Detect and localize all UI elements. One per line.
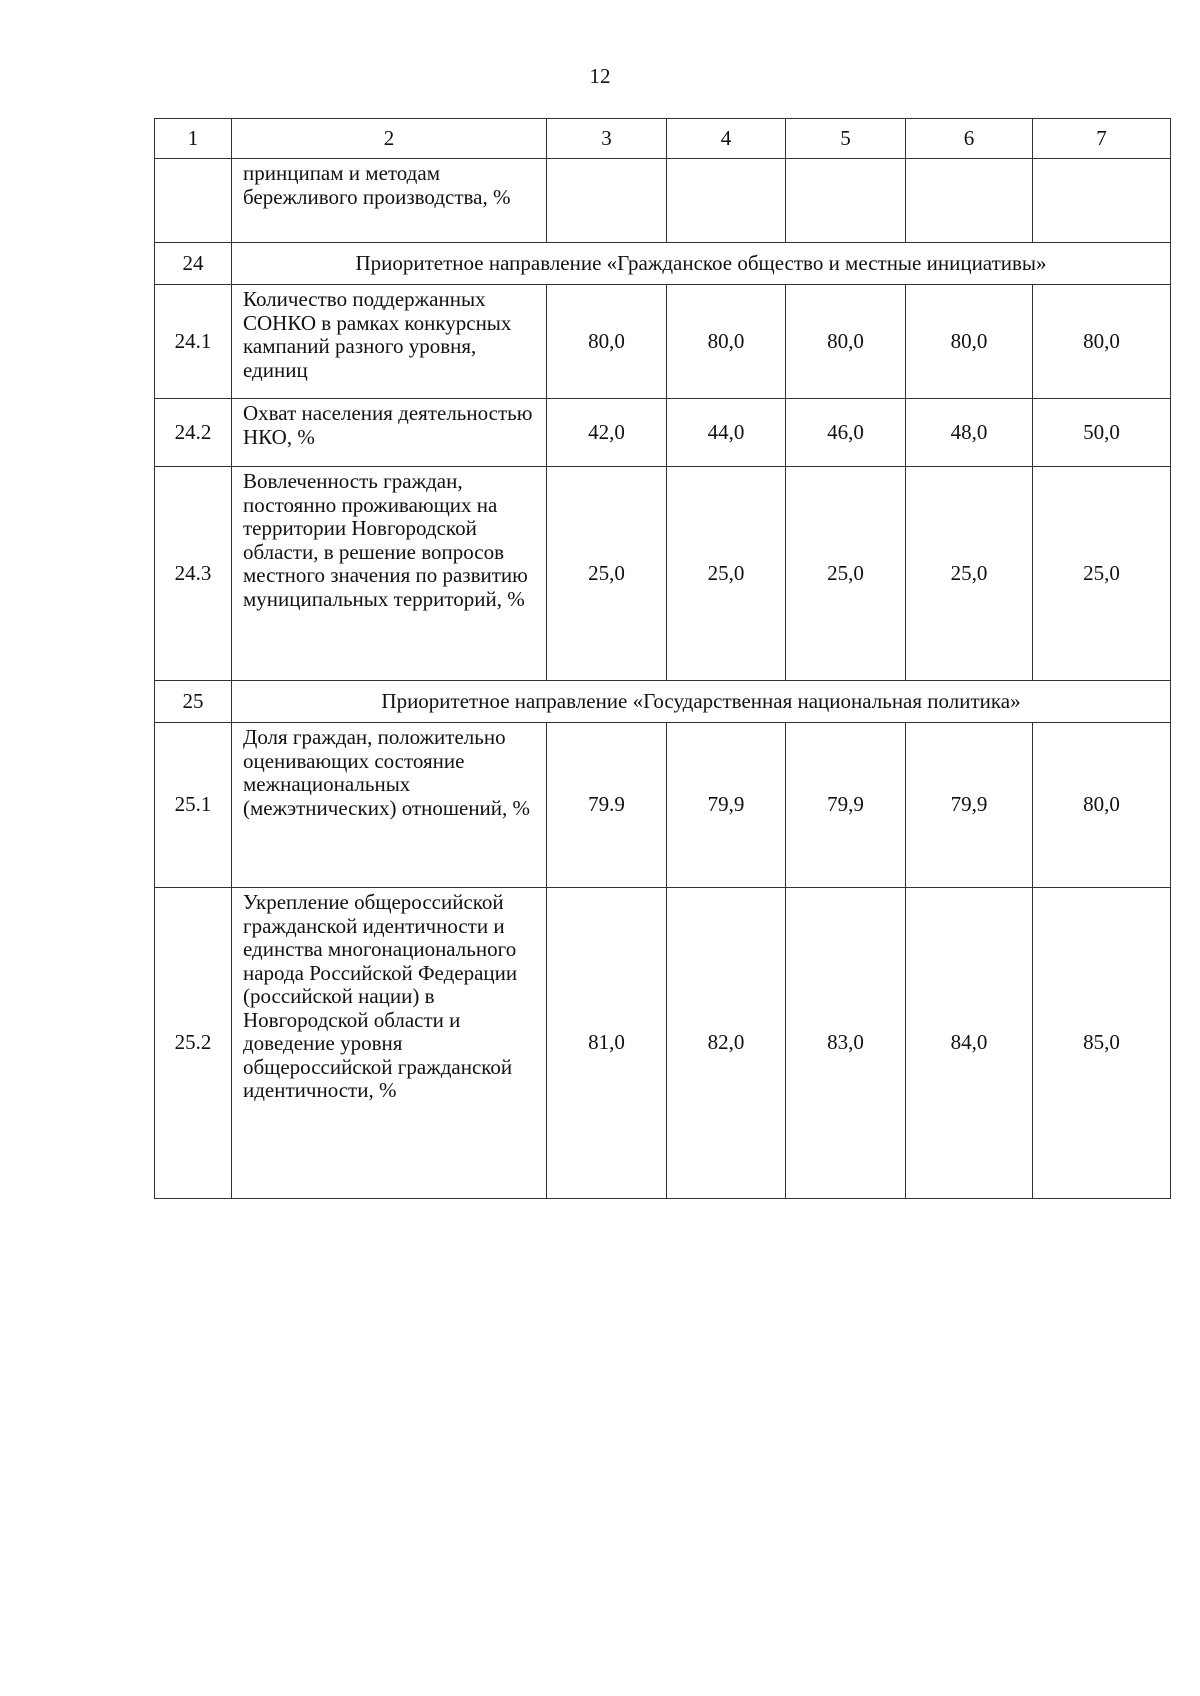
column-header: 2 — [232, 119, 547, 159]
value-cell: 48,0 — [906, 399, 1033, 467]
table-row — [155, 159, 1171, 243]
value-cell — [547, 159, 667, 243]
value-cell: 80,0 — [1033, 723, 1171, 888]
value-cell — [667, 159, 786, 243]
row-number — [155, 159, 232, 243]
section-number: 25 — [155, 681, 232, 723]
table-row — [155, 467, 1171, 681]
section-title: Приоритетное направление «Гражданское общество и местные инициативы» — [232, 243, 1171, 285]
row-number: 24.2 — [155, 399, 232, 467]
indicator-name: Вовлеченность граждан, постоянно проживающих на территории Новгородской области, в решение вопросов местного значения по развитию муниципальных территорий, % — [232, 467, 547, 681]
row-number: 25.2 — [155, 888, 232, 1199]
value-cell: 79,9 — [786, 723, 906, 888]
value-cell: 44,0 — [667, 399, 786, 467]
value-cell: 80,0 — [906, 285, 1033, 399]
section-number: 24 — [155, 243, 232, 285]
table-row — [155, 723, 1171, 888]
section-row — [155, 243, 1171, 285]
section-title: Приоритетное направление «Государственная национальная политика» — [232, 681, 1171, 723]
value-cell: 42,0 — [547, 399, 667, 467]
indicator-name: Количество поддержанных СОНКО в рамках конкурсных кампаний разного уровня, единиц — [232, 285, 547, 399]
value-cell — [1033, 159, 1171, 243]
page-number: 12 — [589, 64, 611, 88]
value-cell: 25,0 — [547, 467, 667, 681]
value-cell: 81,0 — [547, 888, 667, 1199]
value-cell: 80,0 — [1033, 285, 1171, 399]
row-number: 24.3 — [155, 467, 232, 681]
value-cell: 50,0 — [1033, 399, 1171, 467]
table-row — [155, 399, 1171, 467]
value-cell: 80,0 — [547, 285, 667, 399]
indicator-name: Укрепление общероссийской гражданской идентичности и единства многонационального народа Российской Федерации (российской нации) в Новгородской области и доведение уровня общероссийской гражданской идентичности, % — [232, 888, 547, 1199]
indicator-name: принципам и методам бережливого производства, % — [232, 159, 547, 243]
value-cell: 84,0 — [906, 888, 1033, 1199]
column-header: 6 — [906, 119, 1033, 159]
value-cell: 79,9 — [667, 723, 786, 888]
value-cell: 79,9 — [906, 723, 1033, 888]
table-row — [155, 285, 1171, 399]
value-cell: 85,0 — [1033, 888, 1171, 1199]
column-header: 7 — [1033, 119, 1171, 159]
value-cell: 46,0 — [786, 399, 906, 467]
value-cell: 25,0 — [906, 467, 1033, 681]
column-header: 3 — [547, 119, 667, 159]
value-cell: 83,0 — [786, 888, 906, 1199]
row-number: 25.1 — [155, 723, 232, 888]
table-row — [155, 888, 1171, 1199]
value-cell: 25,0 — [667, 467, 786, 681]
indicators-table — [154, 118, 1171, 1199]
indicator-name: Доля граждан, положительно оценивающих состояние межнациональных (межэтнических) отношений, % — [232, 723, 547, 888]
value-cell: 82,0 — [667, 888, 786, 1199]
column-header: 4 — [667, 119, 786, 159]
value-cell — [786, 159, 906, 243]
section-row — [155, 681, 1171, 723]
value-cell — [906, 159, 1033, 243]
indicator-name: Охват населения деятельностью НКО, % — [232, 399, 547, 467]
value-cell: 25,0 — [1033, 467, 1171, 681]
column-header: 1 — [155, 119, 232, 159]
column-header: 5 — [786, 119, 906, 159]
value-cell: 80,0 — [786, 285, 906, 399]
value-cell: 25,0 — [786, 467, 906, 681]
table-header-row — [155, 119, 1171, 159]
row-number: 24.1 — [155, 285, 232, 399]
value-cell: 79.9 — [547, 723, 667, 888]
value-cell: 80,0 — [667, 285, 786, 399]
